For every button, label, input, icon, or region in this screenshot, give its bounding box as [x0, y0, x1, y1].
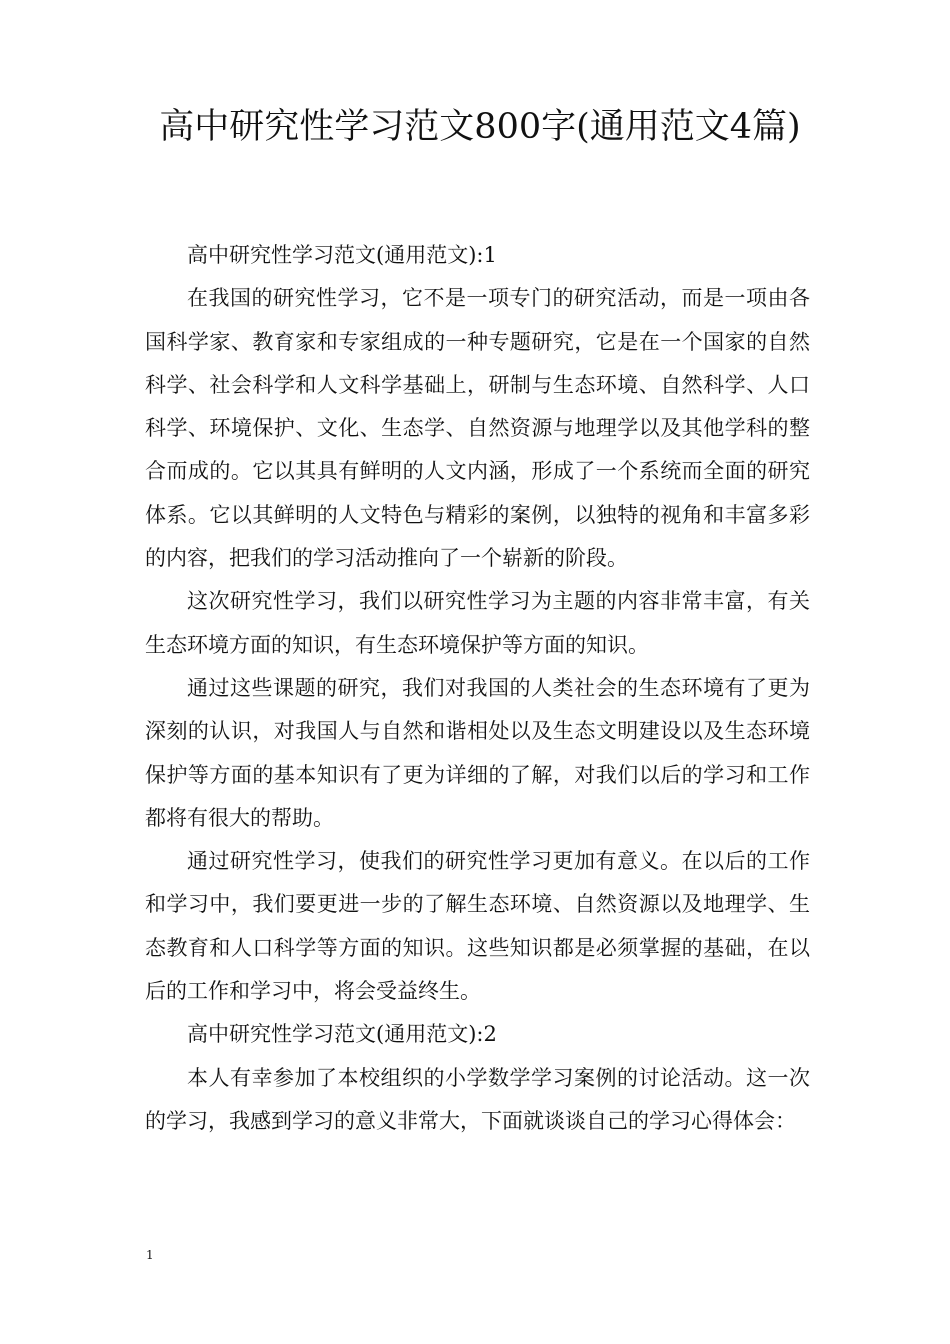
- section-heading: 高中研究性学习范文(通用范文):2: [187, 1022, 497, 1047]
- paragraph: 这次研究性学习，我们以研究性学习为主题的内容非常丰富，有关生态环境方面的知识，有生态环境保护等方面的知识。: [145, 589, 810, 657]
- document-body: [145, 234, 810, 1143]
- page-number: 1: [146, 1248, 154, 1262]
- section-heading: 高中研究性学习范文(通用范文):1: [187, 243, 497, 267]
- paragraph: 通过研究性学习，使我们的研究性学习更加有意义。在以后的工作和学习中，我们要更进一步的了解生态环境、自然资源以及地理学、生态教育和人口科学等方面的知识。这些知识都是必须掌握的基础，在以后的工作和学习中，将会受益终生。: [145, 849, 810, 1004]
- paragraph: 本人有幸参加了本校组织的小学数学学习案例的讨论活动。这一次的学习，我感到学习的意义非常大，下面就谈谈自己的学习心得体会：: [145, 1065, 810, 1133]
- paragraph: 在我国的研究性学习，它不是一项专门的研究活动，而是一项由各国科学家、教育家和专家组成的一种专题研究，它是在一个国家的自然科学、社会科学和人文科学基础上，研制与生态环境、自然科学、人口科学、环境保护、文化、生态学、自然资源与地理学以及其他学科的整合而成的。它以其具有鲜明的人文内涵，形成了一个系统而全面的研究体系。它以其鲜明的人文特色与精彩的案例，以独特的视角和丰富多彩的内容，把我们的学习活动推向了一个崭新的阶段。: [145, 286, 810, 571]
- document-title: 高中研究性学习范文800字(通用范文4篇): [159, 107, 801, 147]
- paragraph: 通过这些课题的研究，我们对我国的人类社会的生态环境有了更为深刻的认识，对我国人与自然和谐相处以及生态文明建设以及生态环境保护等方面的基本知识有了更为详细的了解，对我们以后的学习和工作都将有很大的帮助。: [145, 675, 810, 830]
